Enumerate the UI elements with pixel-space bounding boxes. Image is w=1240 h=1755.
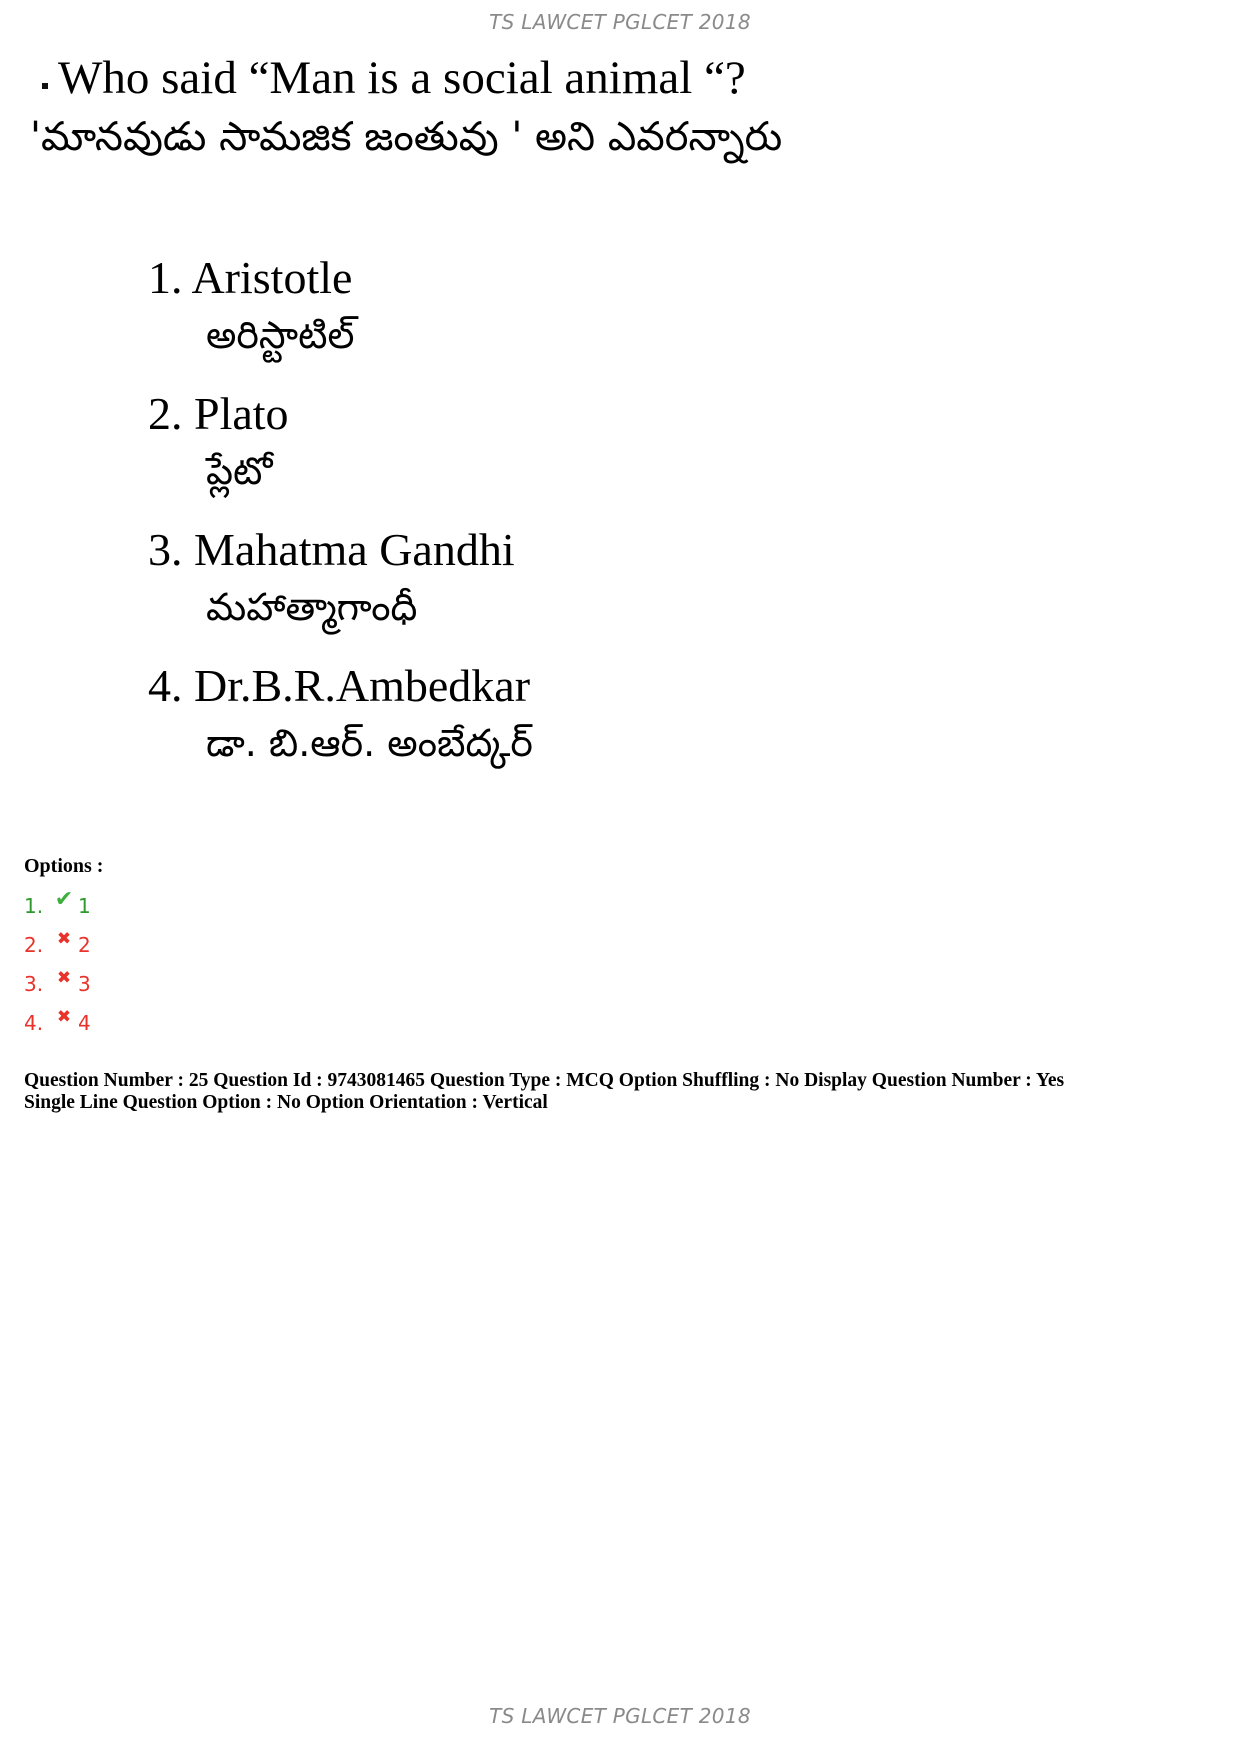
choice-3 xyxy=(148,522,533,636)
choice-telugu: అరిస్టాటిల్ xyxy=(206,313,355,357)
bullet-dot xyxy=(42,83,48,89)
choice-telugu: మహాత్మాగాంధీ xyxy=(206,585,418,629)
choice-english: 4. Dr.B.R.Ambedkar xyxy=(148,660,531,711)
options-label: Options : xyxy=(24,855,104,877)
option-2 xyxy=(24,925,91,964)
question-metadata xyxy=(24,1070,1224,1114)
question-telugu: 'మానవుడు సామజిక జంతువు ' అని ఎవరన్నారు xyxy=(30,114,783,160)
question-english xyxy=(42,50,944,106)
option-3 xyxy=(24,964,91,1003)
option-value: 1 xyxy=(78,893,91,918)
page-header: TS LAWCET PGLCET 2018 xyxy=(489,10,751,34)
choice-2 xyxy=(148,386,533,500)
option-number: 2. xyxy=(24,932,44,957)
metadata-line-2: Single Line Question Option : No Option Orientation : Vertical xyxy=(24,1092,548,1113)
choice-4 xyxy=(148,658,533,772)
option-number: 4. xyxy=(24,1010,44,1035)
choice-english: 3. Mahatma Gandhi xyxy=(148,524,515,575)
choice-english: 2. Plato xyxy=(148,388,289,439)
option-4 xyxy=(24,1003,91,1042)
choice-telugu: డా. బి.ఆర్. అంబేద్కర్ xyxy=(206,721,533,765)
option-value: 3 xyxy=(78,971,91,996)
check-icon: ✔ xyxy=(54,887,74,912)
choice-1 xyxy=(148,250,533,364)
cross-icon: ✖ xyxy=(56,967,72,988)
option-number: 3. xyxy=(24,971,44,996)
options-list xyxy=(24,886,91,1042)
option-value: 4 xyxy=(78,1010,91,1035)
choice-english: 1. Aristotle xyxy=(148,252,353,303)
choice-telugu: ప్లేటో xyxy=(206,449,273,493)
question-image xyxy=(24,50,944,168)
option-1 xyxy=(24,886,91,925)
cross-icon: ✖ xyxy=(56,928,72,949)
option-value: 2 xyxy=(78,932,91,957)
question-english-text: Who said “Man is a social animal “? xyxy=(58,52,746,104)
option-number: 1. xyxy=(24,893,44,918)
metadata-line-1: Question Number : 25 Question Id : 9743081465 Question Type : MCQ Option Shuffling : No Display Question Number : Yes xyxy=(24,1070,1065,1091)
page-footer: TS LAWCET PGLCET 2018 xyxy=(489,1704,751,1728)
answer-choices xyxy=(148,250,533,794)
cross-icon: ✖ xyxy=(56,1006,72,1027)
